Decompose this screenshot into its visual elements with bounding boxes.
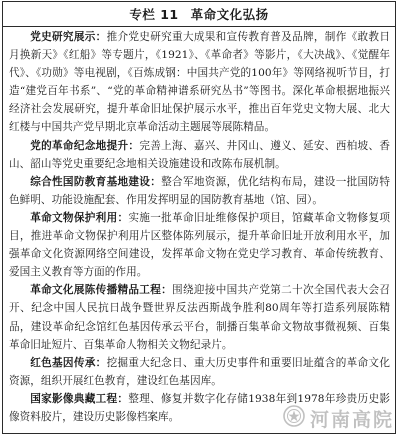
paragraph-defense-education [9, 173, 390, 209]
column-number: 专栏 11 [129, 7, 179, 22]
paragraph-lead: 综合性国防教育基地建设： [30, 175, 162, 188]
paragraph-body: 挖掘重大纪念日、重大历史事件和重要旧址蕴含的革命文化资源，组织开展红色教育，建设红色基因库。 [9, 356, 390, 387]
paragraph-body: 整理、修复并数字化存储1938年到1978年珍贵历史影像资料胶片，建设历史影像档案库。 [9, 392, 390, 423]
paragraph-body: 推介党史研究重大成果和宣传教育普及品牌，制作《敢教日月换新天》《红船》等专题片，《1921》、《革命者》等影片，《大决战》、《觉醒年代》、《功勋》等电视剧，《百炼成钢：中国共产党的100年》等网络视听节目，打造“建党百年书系”、“党的革命精神谱系研究丛书”等图书。深化革命根据地振兴经济社会发展研究，提升革命旧址保护展示水平，推出百年党史文物大展、北大红楼与中国共产党早期北京革命活动主题展等展陈精品。 [9, 31, 390, 134]
paragraph-red-gene [9, 354, 390, 390]
paragraph-body: 围绕迎接中国共产党第二十次全国代表大会召开、纪念中国人民抗日战争暨世界反法西斯战争胜利80周年等打造系列展陈精品，建设革命纪念馆红色基因传承云平台，制播百集革命文物故事微视频、百集革命旧址短片、百集革命人物相关文物纪录片。 [9, 284, 391, 351]
paragraph-lead: 革命文物保护利用： [30, 211, 129, 224]
column-title: 革命文化弘扬 [190, 7, 269, 22]
paragraph-body: 整合军地资源，优化结构布局，建设一批国防特色鲜明、功能设施配套、作用发挥明显的国防教育基地（馆、园）。 [9, 175, 390, 206]
feature-box [2, 1, 396, 434]
box-header [3, 2, 395, 27]
paragraph-body: 完善上海、嘉兴、井冈山、遵义、延安、西柏坡、香山、韶山等党史重要纪念地相关设施建设和改陈布展机制。 [9, 139, 391, 170]
paragraph-party-history-research [9, 28, 390, 137]
paragraph-lead: 革命文化展陈传播精品工程： [30, 284, 173, 297]
watermark [282, 404, 394, 432]
paragraph-lead: 国家影像典藏工程： [30, 392, 129, 405]
watermark-text: 河南高院 [309, 408, 394, 431]
emblem-icon [282, 404, 306, 432]
paragraph-body: 实施一批革命旧址维修保护项目，馆藏革命文物修复项目，推进革命文物保护利用片区整体陈列展示，提升革命旧址开放利用水平，加强革命文化资源网络空间建设，发挥革命文物在党史学习教育、革命传统教育、爱国主义教育等方面的作用。 [9, 211, 390, 279]
paragraph-lead: 党史研究展示： [30, 31, 107, 43]
paragraph-exhibition-works [9, 281, 390, 353]
box-content [3, 27, 395, 426]
paragraph-relic-protection [9, 209, 390, 281]
paragraph-lead: 党的革命纪念地提升： [30, 139, 140, 152]
paragraph-memorial-sites [9, 137, 390, 173]
paragraph-lead: 红色基因传承： [30, 356, 107, 369]
